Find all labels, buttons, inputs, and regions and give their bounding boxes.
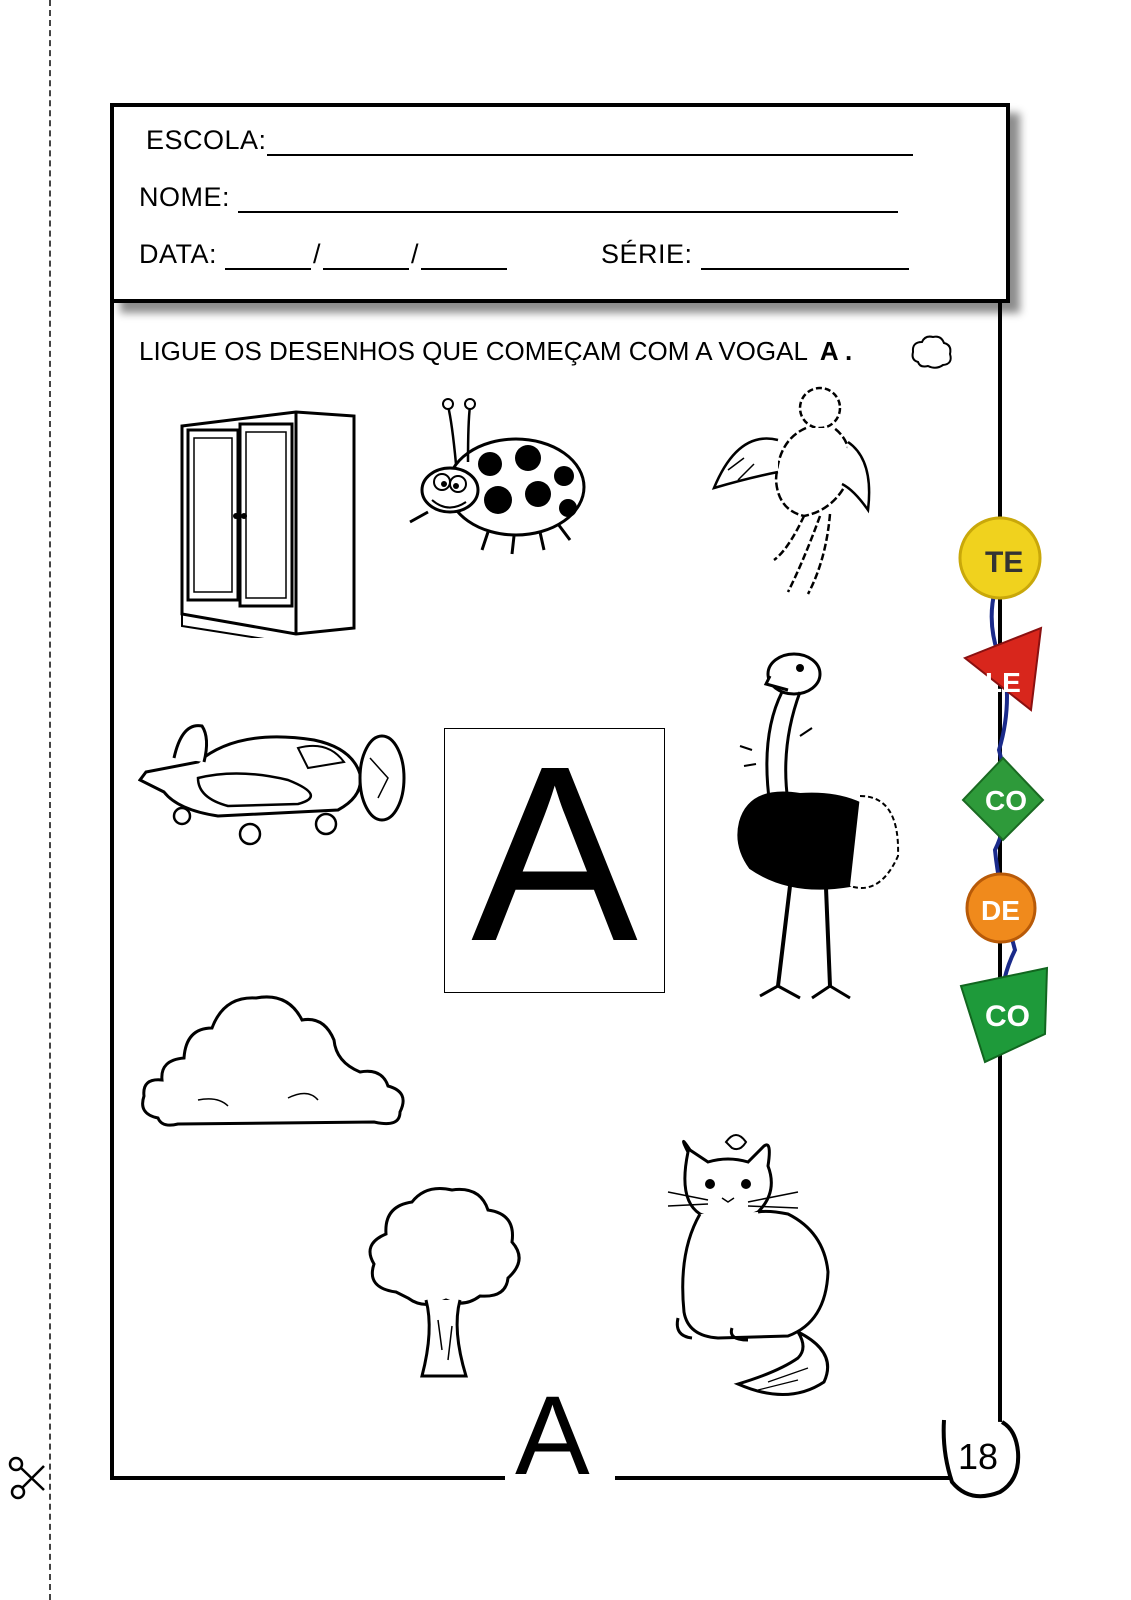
decorative-ribbon [955,510,1055,1070]
name-row [139,182,898,213]
center-letter: A [471,714,638,993]
instruction-vowel: A . [819,336,853,366]
school-field[interactable] [267,130,913,156]
ribbon-badge-co-diamond-label: CO [985,785,1027,816]
ostrich-icon[interactable] [730,646,906,1026]
name-field[interactable] [238,187,898,213]
cloud-drawing-icon[interactable] [138,988,408,1130]
ribbon-badge-le-label: LE [985,667,1021,698]
date-month-field[interactable] [323,244,409,270]
date-day-field[interactable] [225,244,311,270]
cut-line [49,0,51,1600]
date-label: DATA: [139,239,218,269]
airplane-icon[interactable] [138,718,410,853]
instruction-label: LIGUE OS DESENHOS QUE COMEÇAM COM A VOGAL [139,336,808,366]
grade-field[interactable] [701,244,909,270]
grade-row [601,239,909,270]
date-separator: / [313,239,322,269]
cat-icon[interactable] [648,1122,846,1410]
angel-icon[interactable] [708,380,878,600]
scissors-icon [4,1450,48,1506]
school-row [146,125,913,156]
ribbon-badge-te-label: TE [985,546,1024,579]
school-label: ESCOLA: [146,125,267,155]
page-number: 18 [958,1436,999,1477]
ladybug-icon[interactable] [398,392,598,564]
wardrobe-icon[interactable] [178,408,358,638]
date-row [139,239,507,270]
cloud-icon [908,332,954,372]
footer-letter: A [515,1373,590,1498]
tree-icon[interactable] [356,1180,534,1385]
date-separator: / [411,239,420,269]
grade-label: SÉRIE: [601,239,693,269]
date-year-field[interactable] [421,244,507,270]
name-label: NOME: [139,182,231,212]
center-letter-box [444,714,665,993]
ribbon-badge-co-flag-label: CO [985,1000,1030,1033]
ribbon-badge-de-label: DE [981,895,1020,926]
instruction-text [139,336,852,367]
